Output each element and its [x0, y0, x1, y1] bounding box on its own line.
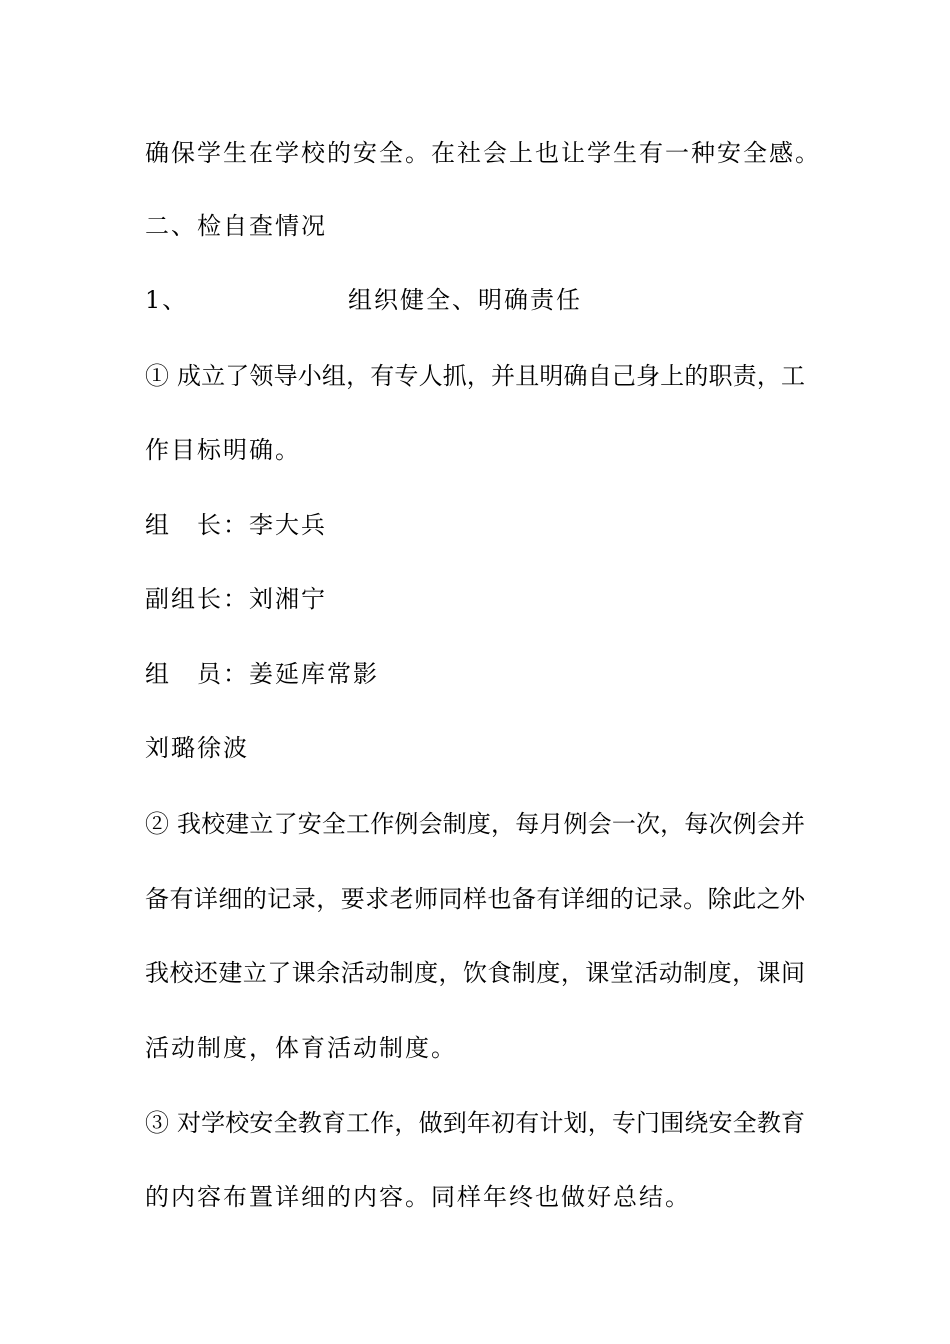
section-heading: 二、检自查情况	[145, 212, 327, 240]
item-title: 组织健全、明确责任	[348, 286, 582, 314]
intro-end-line: 确保学生在学校的安全。在社会上也让学生有一种安全感。	[145, 139, 821, 167]
paragraph-2-line-4: 活动制度，体育活动制度。	[145, 1034, 457, 1062]
members-continued-line: 刘璐徐波	[145, 734, 249, 762]
leader-line: 组 长：李大兵	[145, 511, 327, 539]
vice-leader-line: 副组长：刘湘宁	[145, 585, 327, 613]
paragraph-2-line-2: 备有详细的记录，要求老师同样也备有详细的记录。除此之外	[145, 885, 805, 913]
paragraph-1-line-1: ① 成立了领导小组，有专人抓，并且明确自己身上的职责，工	[145, 362, 805, 390]
item-number: 1、	[145, 286, 189, 314]
paragraph-2-line-1: ② 我校建立了安全工作例会制度，每月例会一次，每次例会并	[145, 810, 805, 838]
paragraph-2-line-3: 我校还建立了课余活动制度，饮食制度，课堂活动制度，课间	[145, 959, 805, 987]
paragraph-1-line-2: 作目标明确。	[145, 436, 301, 464]
paragraph-3-line-1: ③ 对学校安全教育工作，做到年初有计划，专门围绕安全教育	[145, 1109, 805, 1137]
paragraph-3-line-2: 的内容布置详细的内容。同样年终也做好总结。	[145, 1183, 691, 1211]
members-line: 组 员：姜延库常影	[145, 660, 379, 688]
